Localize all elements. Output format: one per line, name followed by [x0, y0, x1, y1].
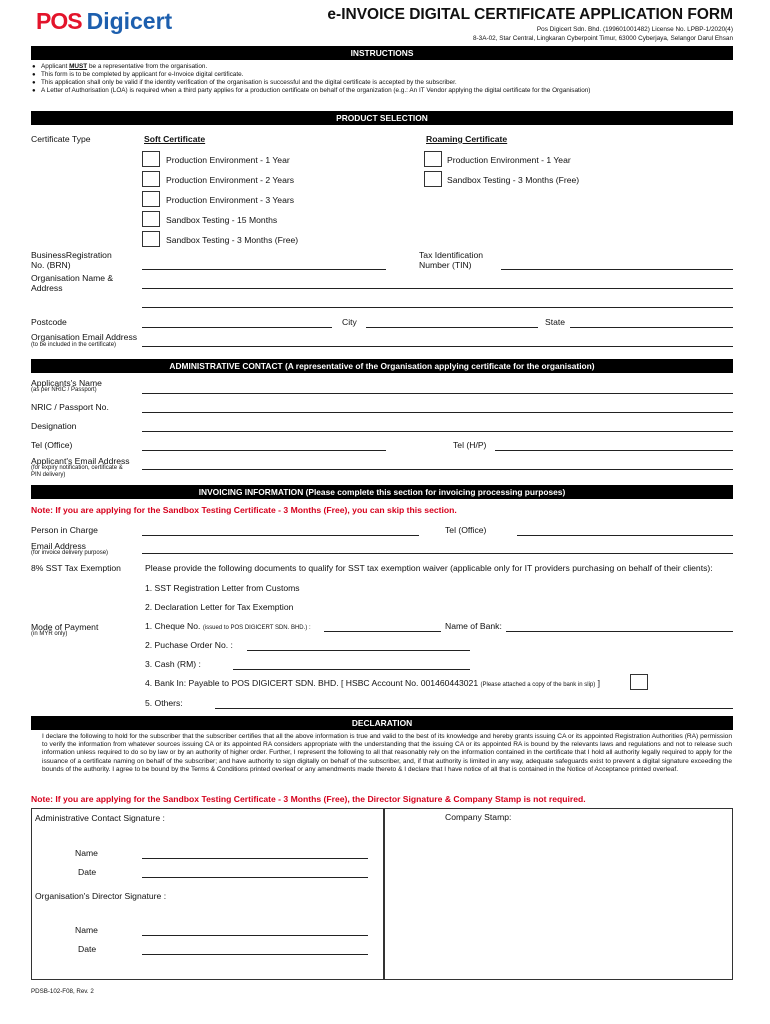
sst-text: Please provide the following documents to qualify for SST tax exemption waiver (applicable only for IT providers purchasing on behalf of their clients): [145, 563, 713, 573]
soft-option-label: Production Environment - 2 Years [166, 175, 295, 185]
stamp-box [384, 808, 733, 980]
soft-option-label: Production Environment - 1 Year [166, 155, 290, 165]
brn-label: BusinessRegistration No. (BRN) [31, 250, 112, 270]
bank-in-text: 4. Bank In: Payable to POS DIGICERT SDN. BHD. [ HSBC Account No. 001460443021 [145, 678, 479, 688]
admin-heading: ADMINISTRATIVE CONTACT (A representative of the Organisation applying certificate for the organisation) [31, 359, 733, 373]
logo-pos-text: POS [36, 8, 82, 34]
admin-date-field[interactable] [142, 877, 368, 878]
others-field[interactable] [215, 708, 733, 709]
declaration-text: I declare the following to hold for the subscriber that the subscriber certifies that all the above information is true and valid to the best of its knowledge and hereby grants issuing CA or its appointed Registration Authorities (RA) permission to verify the information from whatever sources issuing CA or its appointed RA considers appropriate with the understanding that the issuing CA or its appointed RA is bound by the relevants laws and regulations and not to release such information unless required to do so by law or by an authority of higher order. Further, I represent the following to all that reasonably rely on the information contained in the certificate that I hold all authority legally required to apply for the issuance of a certificate naming on behalf of the subscriber; and have authority to sign digitally on behalf of the subscriber, and, if that authority is limited in any way, adequate safeguards exist to prevent a digital signature exceeding the bounds of the authority. I agree to be bound by the Terms & Conditions printed overleaf or any amendments made thereto & I declare that I have notice of all that is contained in the Notice of Acceptance printed overleaf. [42, 733, 732, 773]
designation-label: Designation [31, 421, 77, 431]
roaming-option-checkbox[interactable] [424, 171, 442, 187]
certificate-type-label: Certificate Type [31, 134, 91, 144]
tin-label: Tax Identification Number (TIN) [419, 250, 484, 270]
soft-option-checkbox[interactable] [142, 171, 160, 187]
director-date-field[interactable] [142, 954, 368, 955]
roaming-certificate-title: Roaming Certificate [426, 134, 508, 144]
cash-field[interactable] [233, 669, 470, 670]
soft-certificate-title: Soft Certificate [144, 134, 206, 144]
bank-in-note: (Please attached a copy of the bank in slip) [480, 682, 596, 688]
invoice-email-label: Email Address [31, 541, 86, 551]
payment-label: Mode of Payment [31, 622, 99, 632]
product-heading: PRODUCT SELECTION [31, 111, 733, 125]
applicant-name-field[interactable] [142, 393, 733, 394]
state-field[interactable] [570, 327, 733, 328]
logo [36, 8, 172, 38]
instructions-list [31, 63, 671, 95]
roaming-option-checkbox[interactable] [424, 151, 442, 167]
roaming-option-label: Production Environment - 1 Year [447, 155, 571, 165]
admin-tel-office-label: Tel (Office) [31, 440, 73, 450]
others-label: 5. Others: [145, 698, 183, 708]
director-signature-label: Organisation's Director Signature : [35, 891, 167, 901]
po-label: 2. Puchase Order No. : [145, 640, 233, 650]
cheque-label-text: 1. Cheque No. [145, 621, 201, 631]
city-label: City [342, 317, 357, 327]
declaration-heading: DECLARATION [31, 716, 733, 730]
cheque-label [145, 621, 311, 633]
org-email-label: Organisation Email Address [31, 332, 138, 342]
admin-name-label: Name [75, 848, 98, 858]
person-in-charge-label: Person in Charge [31, 525, 98, 535]
admin-date-label: Date [78, 867, 97, 877]
nric-label: NRIC / Passport No. [31, 402, 109, 412]
bank-name-field[interactable] [506, 631, 733, 632]
sst-doc-1: 1. SST Registration Letter from Customs [145, 583, 300, 593]
cheque-field[interactable] [324, 631, 441, 632]
instruction-item: ● A Letter of Authorisation (LOA) is required when a third party applies for a production certificate on behalf of the organization (e.g.: An IT Vendor applying the digital certificate for the Organisation) [31, 87, 671, 95]
soft-option-label: Sandbox Testing - 3 Months (Free) [166, 235, 299, 245]
po-field[interactable] [247, 650, 470, 651]
designation-field[interactable] [142, 431, 733, 432]
org-name-field[interactable] [142, 288, 733, 289]
bank-in-checkbox[interactable] [630, 674, 648, 690]
sst-doc-2: 2. Declaration Letter for Tax Exemption [145, 602, 294, 612]
invoice-email-note: (for invoice delivery purpose) [31, 550, 109, 556]
applicant-email-field[interactable] [142, 469, 733, 470]
invoice-tel-office-field[interactable] [517, 535, 733, 536]
tin-field[interactable] [501, 269, 733, 270]
applicant-name-label: Applicants's Name [31, 378, 102, 388]
soft-option-checkbox[interactable] [142, 231, 160, 247]
cash-label: 3. Cash (RM) : [145, 659, 201, 669]
postcode-field[interactable] [142, 327, 332, 328]
brn-field[interactable] [142, 269, 386, 270]
director-name-field[interactable] [142, 935, 368, 936]
soft-option-checkbox[interactable] [142, 191, 160, 207]
admin-tel-hp-label: Tel (H/P) [453, 440, 487, 450]
soft-option-label: Production Environment - 3 Years [166, 195, 295, 205]
applicant-email-label: Applicant's Email Address [31, 456, 130, 466]
postcode-label: Postcode [31, 317, 67, 327]
declaration-note: Note: If you are applying for the Sandbox Testing Certificate - 3 Months (Free), the Director Signature & Company Stamp is not required. [31, 794, 586, 804]
admin-signature-label: Administrative Contact Signature : [35, 813, 165, 823]
company-line: Pos Digicert Sdn. Bhd. (199601001482) License No. LPBP-1/2020(4) [536, 26, 733, 33]
invoice-tel-office-label: Tel (Office) [445, 525, 487, 535]
soft-option-label: Sandbox Testing - 15 Months [166, 215, 278, 225]
bank-in-label [145, 678, 600, 690]
instruction-item: ● This application shall only be valid if the identity verification of the organisation is successful and the digital certificate is accepted by the subscriber. [31, 79, 671, 87]
director-date-label: Date [78, 944, 97, 954]
invoicing-note: Note: If you are applying for the Sandbox Testing Certificate - 3 Months (Free), you can skip this section. [31, 505, 457, 515]
company-address: 8-3A-02, Star Central, Lingkaran Cyberpoint Timur, 63000 Cyberjaya, Selangor Darul Ehsan [472, 35, 733, 42]
invoice-email-field[interactable] [142, 553, 733, 554]
org-email-field[interactable] [142, 346, 733, 347]
logo-digicert-text: Digicert [86, 8, 173, 34]
form-code: PDSB-102-F08, Rev. 2 [31, 988, 94, 995]
org-address-field[interactable] [142, 307, 733, 308]
payment-note: (in MYR only) [31, 631, 68, 637]
admin-tel-hp-field[interactable] [495, 450, 733, 451]
bank-in-close: ] [597, 678, 601, 688]
form-title: e-INVOICE DIGITAL CERTIFICATE APPLICATION FORM [327, 6, 733, 23]
cheque-note: (issued to POS DIGICERT SDN. BHD.) : [202, 625, 311, 631]
org-email-note: (to be included in the certificate) [31, 342, 117, 348]
city-field[interactable] [366, 327, 538, 328]
nric-field[interactable] [142, 412, 733, 413]
applicant-email-note: (for expiry notification, certificate & PIN delivery) [31, 465, 123, 478]
instruction-item: ● This form is to be completed by applicant for e-Invoice digital certificate. [31, 71, 671, 79]
sst-label: 8% SST Tax Exemption [31, 563, 121, 573]
soft-option-checkbox[interactable] [142, 151, 160, 167]
admin-name-field[interactable] [142, 858, 368, 859]
org-name-address-label: Organisation Name & Address [31, 273, 114, 293]
director-name-label: Name [75, 925, 98, 935]
instructions-heading: INSTRUCTIONS [31, 46, 733, 60]
company-stamp-label: Company Stamp: [445, 812, 512, 822]
person-in-charge-field[interactable] [142, 535, 419, 536]
roaming-option-label: Sandbox Testing - 3 Months (Free) [447, 175, 580, 185]
soft-option-checkbox[interactable] [142, 211, 160, 227]
admin-tel-office-field[interactable] [142, 450, 386, 451]
invoicing-heading: INVOICING INFORMATION (Please complete this section for invoicing processing purposes) [31, 485, 733, 499]
applicant-name-note: (as per NRIC / Passport) [31, 387, 97, 393]
bank-name-label: Name of Bank: [445, 621, 502, 631]
state-label: State [545, 317, 566, 327]
instruction-item: ● Applicant MUST be a representative from the organisation. [31, 63, 671, 71]
